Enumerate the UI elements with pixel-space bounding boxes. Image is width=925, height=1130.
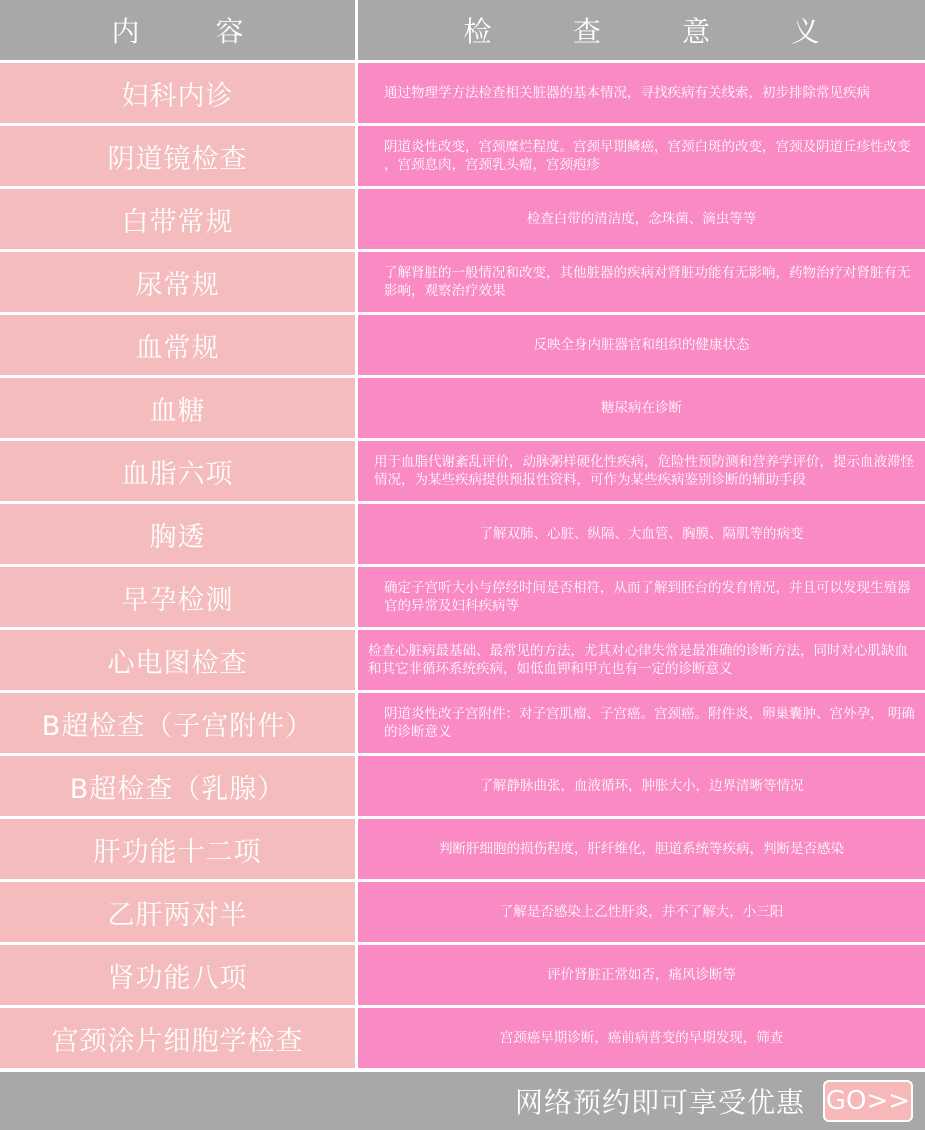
table-row — [0, 882, 925, 942]
exam-item: 白带常规 — [0, 189, 355, 249]
header-char: 义 — [791, 15, 820, 48]
exam-meaning: 检查白带的清洁度，念珠菌、滴虫等等 — [358, 189, 925, 249]
exam-meaning: 了解双肺、心脏、纵隔、大血管、胸膜、隔肌等的病变 — [358, 504, 925, 564]
exam-meaning: 了解是否感染上乙性肝炎，并不了解大，小三阳 — [358, 882, 925, 942]
table-row — [0, 693, 925, 753]
table-row — [0, 567, 925, 627]
exam-item: 血糖 — [0, 378, 355, 438]
header-char: 容 — [215, 15, 244, 48]
header-char: 查 — [572, 15, 601, 48]
exam-item: B超检查（子宫附件） — [0, 693, 355, 753]
exam-meaning: 阴道炎性改变，宫颈糜烂程度。宫颈早期鳞癌，宫颈白斑的改变，宫颈及阴道丘疹性改变 ，宫颈息肉，宫颈乳头瘤，宫颈疱疹 — [358, 126, 925, 186]
footer-bar — [0, 1072, 925, 1130]
go-button[interactable]: GO>> — [823, 1080, 913, 1122]
table-row — [0, 630, 925, 690]
header-char: 内 — [111, 15, 140, 48]
exam-item: B超检查（乳腺） — [0, 756, 355, 816]
table-row — [0, 819, 925, 879]
header-meaning-column — [358, 0, 925, 60]
table-row — [0, 315, 925, 375]
table-row — [0, 504, 925, 564]
exam-meaning: 了解静脉曲张，血液循环，肿胀大小，边界清晰等情况 — [358, 756, 925, 816]
exam-meaning: 阴道炎性改子宫附件：对子宫肌瘤、子宫癌。宫颈癌。附件炎，卵巢囊肿、宫外孕， 明确的诊断意义 — [358, 693, 925, 753]
table-row — [0, 63, 925, 123]
exam-meaning: 用于血脂代谢紊乱评价，动脉粥样硬化性疾病，危险性预防测和营养学评价，提示血液滞怪情况，为某些疾病提供预报性资料，可作为某些疾病鉴别诊断的辅助手段 — [358, 441, 925, 501]
exam-meaning: 反映全身内脏器官和组织的健康状态 — [358, 315, 925, 375]
exam-meaning: 检查心脏病最基础、最常见的方法，尤其对心律失常是最准确的诊断方法，同时对心肌缺血 和其它非循环系统疾病，如低血钾和甲亢也有一定的诊断意义 — [358, 630, 925, 690]
exam-item: 宫颈涂片细胞学检查 — [0, 1008, 355, 1068]
exam-item: 肾功能八项 — [0, 945, 355, 1005]
exam-item: 胸透 — [0, 504, 355, 564]
table-row — [0, 252, 925, 312]
exam-meaning: 通过物理学方法检查相关脏器的基本情况，寻找疾病有关线索，初步排除常见疾病 — [358, 63, 925, 123]
exam-meaning: 判断肝细胞的损伤程度，肝纤维化，胆道系统等疾病，判断是否感染 — [358, 819, 925, 879]
exam-item: 肝功能十二项 — [0, 819, 355, 879]
table-row — [0, 945, 925, 1005]
table-row — [0, 378, 925, 438]
table-row — [0, 189, 925, 249]
exam-item: 乙肝两对半 — [0, 882, 355, 942]
exam-item: 尿常规 — [0, 252, 355, 312]
header-char: 意 — [682, 15, 711, 48]
exam-meaning: 宫颈癌早期诊断，癌前病普变的早期发现，筛查 — [358, 1008, 925, 1068]
exam-item: 妇科内诊 — [0, 63, 355, 123]
exam-item: 心电图检查 — [0, 630, 355, 690]
exam-meaning: 评价肾脏正常如否，痛风诊断等 — [358, 945, 925, 1005]
table-row — [0, 126, 925, 186]
exam-meaning: 糖尿病在诊断 — [358, 378, 925, 438]
table-row — [0, 1008, 925, 1068]
exam-meaning: 确定子宫听大小与停经时间是否相符，从而了解到胚台的发育情况，并且可以发现生殖器官的异常及妇科疾病等 — [358, 567, 925, 627]
table-row — [0, 756, 925, 816]
header-content-column — [0, 0, 355, 60]
table-row — [0, 441, 925, 501]
exam-item: 血脂六项 — [0, 441, 355, 501]
promo-text: 网络预约即可享受优惠 — [514, 1086, 805, 1119]
exam-item: 阴道镜检查 — [0, 126, 355, 186]
exam-item: 血常规 — [0, 315, 355, 375]
header-char: 检 — [463, 15, 492, 48]
exam-item: 早孕检测 — [0, 567, 355, 627]
table-header — [0, 0, 925, 60]
exam-meaning: 了解肾脏的一般情况和改变，其他脏器的疾病对肾脏功能有无影响，药物治疗对肾脏有无影响，观察治疗效果 — [358, 252, 925, 312]
